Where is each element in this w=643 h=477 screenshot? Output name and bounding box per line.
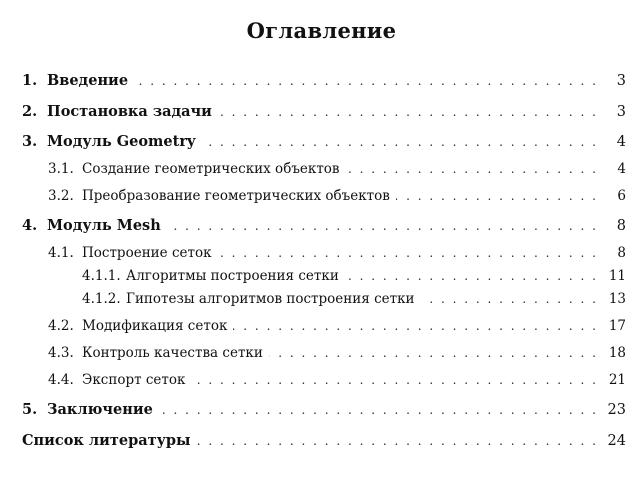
toc-entry-text: Гипотезы алгоритмов построения сетки xyxy=(126,291,415,307)
toc-entry-number: 4.1.1. xyxy=(82,268,121,284)
toc-entry-text: Преобразование геометрических объектов xyxy=(82,188,390,204)
toc-entry-number: 4.2. xyxy=(48,318,74,334)
toc-entry-transform-geometry xyxy=(48,187,626,205)
toc-entry-page: 11 xyxy=(608,268,626,284)
toc-entry-page: 8 xyxy=(617,245,626,261)
toc-entry-number: 4.1.2. xyxy=(82,291,121,307)
toc-leader-dots xyxy=(421,290,598,308)
toc-entry-page: 13 xyxy=(608,291,626,307)
toc-entry-page: 24 xyxy=(607,433,626,449)
toc-entry-number: 4. xyxy=(22,217,38,234)
toc-entry-page: 18 xyxy=(608,345,626,361)
toc-entry-number: 5. xyxy=(22,401,38,418)
toc-entry-text: Список литературы xyxy=(22,432,191,449)
toc-entry-page: 21 xyxy=(608,372,626,388)
toc-entry-build-meshes xyxy=(48,244,626,262)
toc-entry-page: 23 xyxy=(607,402,626,418)
toc-entry-number: 3. xyxy=(22,133,38,150)
toc-entry-page: 4 xyxy=(617,161,626,177)
toc-entry-text: Алгоритмы построения сетки xyxy=(126,268,339,284)
toc-entry-number: 4.3. xyxy=(48,345,74,361)
toc-leader-dots xyxy=(269,344,598,362)
toc-entry-references xyxy=(22,432,626,450)
toc-entry-number: 4.1. xyxy=(48,245,74,261)
toc-leader-dots xyxy=(346,160,598,178)
toc-leader-dots xyxy=(218,244,598,262)
toc-entry-mesh-modification xyxy=(48,317,626,335)
toc-leader-dots xyxy=(167,217,598,235)
toc-entry-text: Постановка задачи xyxy=(47,103,212,120)
toc-entry-text: Введение xyxy=(47,72,129,89)
toc-entry-geometry-module xyxy=(22,133,626,151)
toc-entry-number: 3.2. xyxy=(48,188,74,204)
toc-entry-text: Модуль Geometry xyxy=(47,133,196,150)
toc-entry-text: Модификация сеток xyxy=(82,318,228,334)
toc-entry-create-geometry xyxy=(48,160,626,178)
toc-entry-problem-statement xyxy=(22,103,626,121)
toc-entry-mesh-module xyxy=(22,217,626,235)
toc-entry-conclusion xyxy=(22,401,626,419)
toc-entry-mesh-algorithms xyxy=(82,267,626,285)
toc-entry-text: Построение сеток xyxy=(82,245,212,261)
toc-entry-page: 3 xyxy=(616,104,626,120)
toc-entry-page: 17 xyxy=(608,318,626,334)
toc-leader-dots xyxy=(218,103,598,121)
toc-leader-dots xyxy=(396,187,598,205)
toc-entry-page: 8 xyxy=(616,218,626,234)
toc-leader-dots xyxy=(197,432,598,450)
toc-entry-text: Экспорт сеток xyxy=(82,372,186,388)
toc-entry-number: 1. xyxy=(22,72,38,89)
toc-leader-dots xyxy=(159,401,598,419)
toc-leader-dots xyxy=(345,267,598,285)
toc-entry-page: 3 xyxy=(616,73,626,89)
toc-entry-number: 3.1. xyxy=(48,161,74,177)
toc-entry-page: 4 xyxy=(616,134,626,150)
toc-entry-mesh-quality xyxy=(48,344,626,362)
toc-entry-introduction xyxy=(22,72,626,90)
toc-entry-text: Создание геометрических объектов xyxy=(82,161,340,177)
toc-entry-text: Модуль Mesh xyxy=(47,217,161,234)
toc-leader-dots xyxy=(134,72,598,90)
toc-leader-dots xyxy=(191,371,598,389)
toc-entry-page: 6 xyxy=(617,188,626,204)
toc-entry-text: Заключение xyxy=(47,401,153,418)
toc-entry-number: 4.4. xyxy=(48,372,74,388)
toc-leader-dots xyxy=(233,317,598,335)
toc-entry-mesh-export xyxy=(48,371,626,389)
toc-entry-text: Контроль качества сетки xyxy=(82,345,263,361)
toc-entry-number: 2. xyxy=(22,103,38,120)
page-title: Оглавление xyxy=(246,18,397,43)
toc-leader-dots xyxy=(201,133,598,151)
toc-entry-algorithm-hypotheses xyxy=(82,290,626,308)
